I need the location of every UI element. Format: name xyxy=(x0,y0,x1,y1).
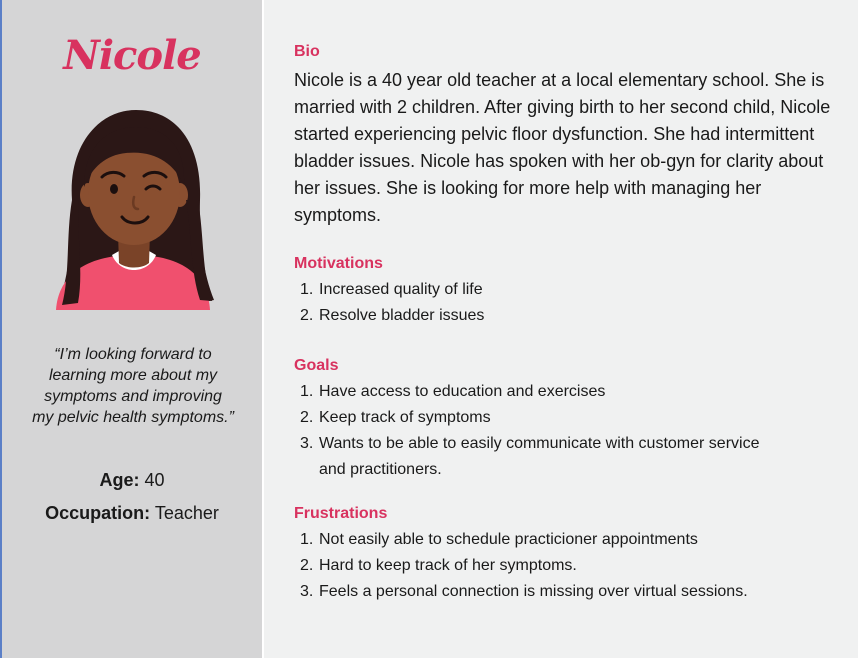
list-number: 1. xyxy=(300,383,314,400)
list-item-text: Not easily able to schedule practicioner appointments xyxy=(319,531,698,548)
frustrations-title: Frustrations xyxy=(294,505,388,522)
persona-sidebar xyxy=(0,0,262,658)
list-number: 2. xyxy=(300,409,314,426)
persona-quote: “I’m looking forward to learning more about my symptoms and improving my pelvic health symptoms.” xyxy=(32,346,234,426)
list-item-text: Have access to education and exercises xyxy=(319,383,606,400)
list-item-text: Wants to be able to easily communicate with customer service and practitioners. xyxy=(319,435,760,478)
list-item-text: Feels a personal connection is missing over virtual sessions. xyxy=(319,583,748,600)
list-number: 2. xyxy=(300,307,314,324)
persona-avatar-icon xyxy=(54,105,214,315)
list-number: 1. xyxy=(300,531,314,548)
list-item-text: Keep track of symptoms xyxy=(319,409,491,426)
list-item xyxy=(294,527,834,553)
list-item-text: Hard to keep track of her symptoms. xyxy=(319,557,577,574)
list-item xyxy=(294,303,794,329)
age-label: Age: xyxy=(99,470,140,490)
list-number: 3. xyxy=(300,435,314,452)
list-number: 3. xyxy=(300,583,314,600)
goals-list xyxy=(294,379,764,483)
list-item-text: Resolve bladder issues xyxy=(319,307,485,324)
list-item xyxy=(294,431,764,483)
list-item xyxy=(294,553,834,579)
persona-occupation xyxy=(2,503,262,524)
persona-name: Nicole xyxy=(63,32,201,79)
list-number: 1. xyxy=(300,281,314,298)
list-item xyxy=(294,277,794,303)
goals-title: Goals xyxy=(294,357,339,374)
frustrations-list xyxy=(294,527,834,605)
list-item-text: Increased quality of life xyxy=(319,281,483,298)
occupation-value: Teacher xyxy=(154,503,219,523)
panel-divider xyxy=(262,0,264,658)
bio-title: Bio xyxy=(294,43,320,60)
age-value: 40 xyxy=(144,470,165,490)
list-item xyxy=(294,579,834,605)
list-item xyxy=(294,379,764,405)
list-number: 2. xyxy=(300,557,314,574)
list-item xyxy=(294,405,764,431)
persona-age xyxy=(2,470,262,491)
motivations-list xyxy=(294,277,794,329)
bio-text: Nicole is a 40 year old teacher at a local elementary school. She is married with 2 children. After giving birth to her second child, Nicole started experiencing pelvic floor dysfunction. She had intermittent bladder issues. Nicole has spoken with her ob-gyn for clarity about her issues. She is looking for more help with managing her symptoms. xyxy=(294,70,831,225)
occupation-label: Occupation: xyxy=(45,503,151,523)
motivations-title: Motivations xyxy=(294,255,383,272)
